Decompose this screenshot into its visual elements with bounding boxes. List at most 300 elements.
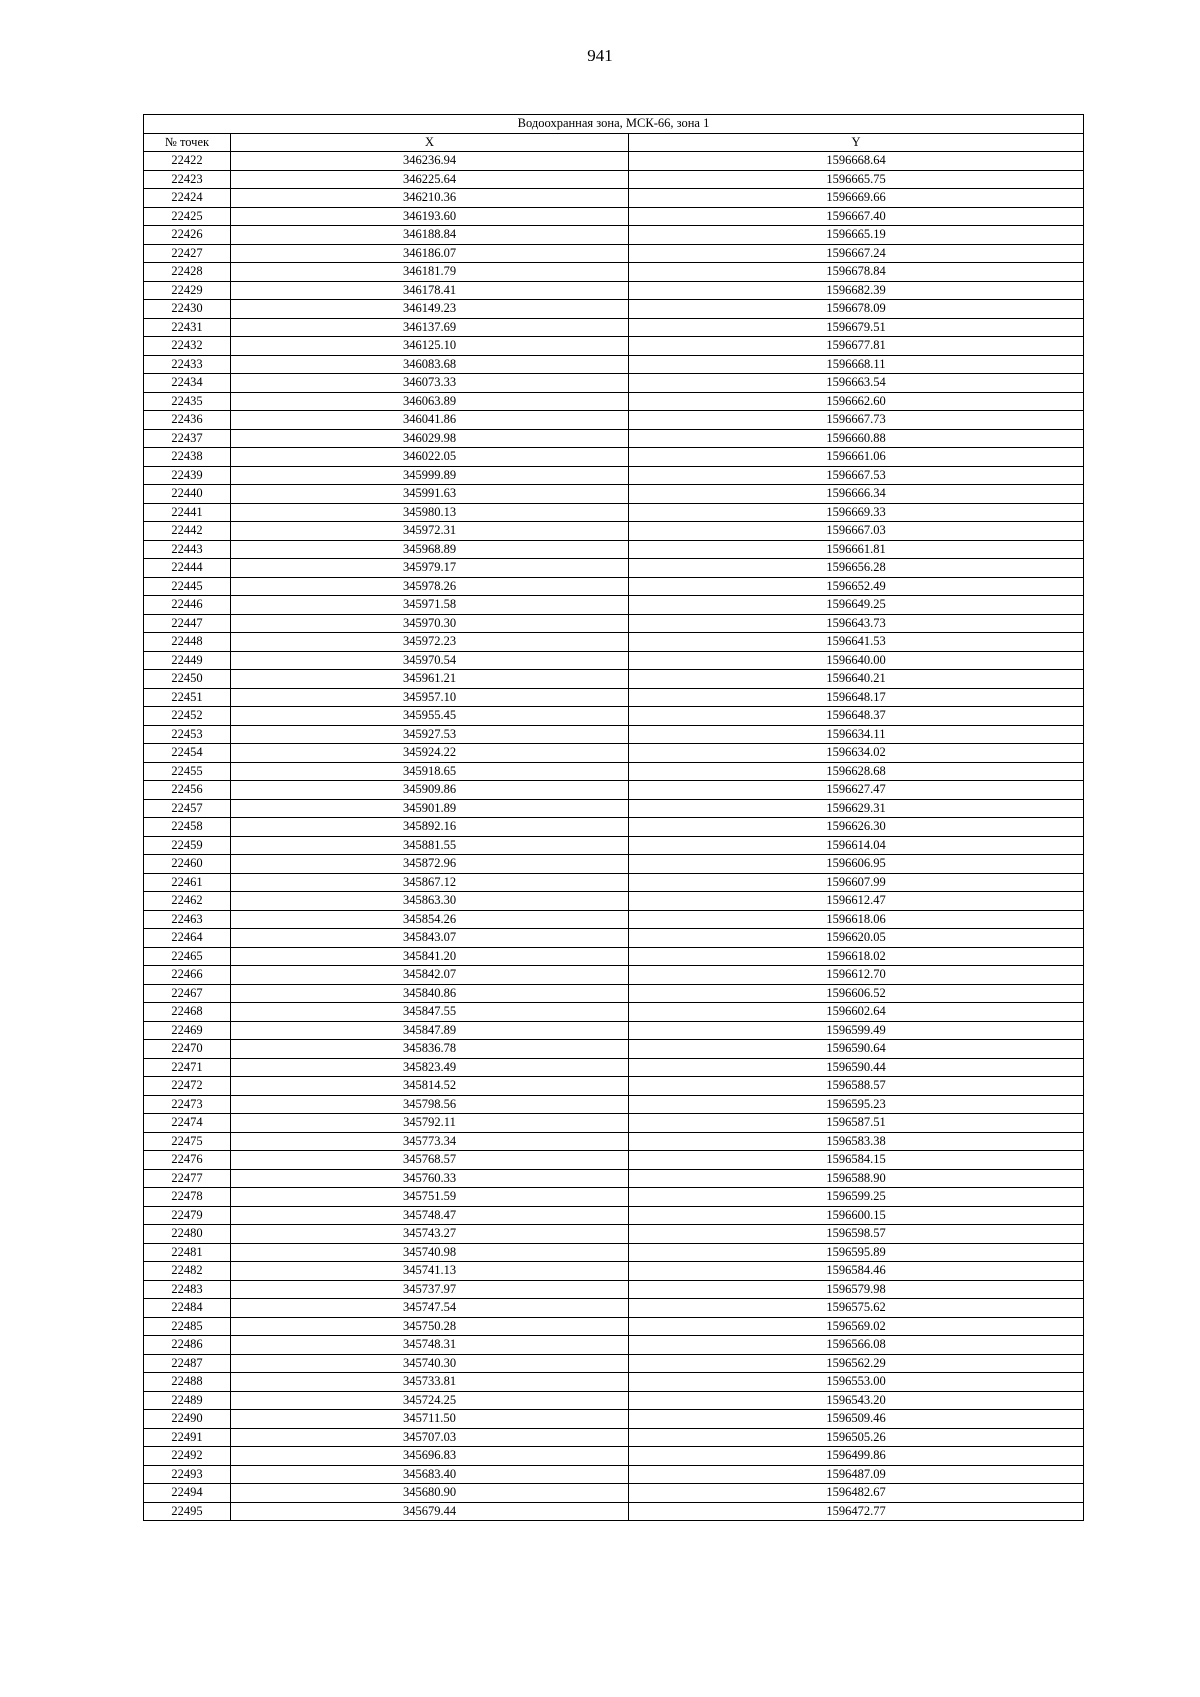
table-row: [144, 1003, 1084, 1022]
table-row: [144, 1077, 1084, 1096]
table-row: [144, 411, 1084, 430]
point-number-cell: 22443: [144, 540, 231, 559]
y-cell: 1596634.11: [629, 725, 1084, 744]
point-number-cell: 22463: [144, 910, 231, 929]
point-number-cell: 22427: [144, 244, 231, 263]
table-row: [144, 503, 1084, 522]
point-number-cell: 22495: [144, 1502, 231, 1521]
table-row: [144, 614, 1084, 633]
y-cell: 1596649.25: [629, 596, 1084, 615]
point-number-cell: 22423: [144, 170, 231, 189]
x-cell: 345957.10: [231, 688, 629, 707]
x-cell: 345743.27: [231, 1225, 629, 1244]
header-point-number: № точек: [144, 133, 231, 152]
y-cell: 1596667.73: [629, 411, 1084, 430]
x-cell: 345836.78: [231, 1040, 629, 1059]
x-cell: 345748.31: [231, 1336, 629, 1355]
y-cell: 1596668.64: [629, 152, 1084, 171]
y-cell: 1596666.34: [629, 485, 1084, 504]
x-cell: 346210.36: [231, 189, 629, 208]
x-cell: 345970.54: [231, 651, 629, 670]
point-number-cell: 22455: [144, 762, 231, 781]
x-cell: 345768.57: [231, 1151, 629, 1170]
table-row: [144, 374, 1084, 393]
x-cell: 345999.89: [231, 466, 629, 485]
point-number-cell: 22480: [144, 1225, 231, 1244]
x-cell: 345979.17: [231, 559, 629, 578]
x-cell: 345872.96: [231, 855, 629, 874]
table-title-row: [144, 115, 1084, 134]
table-row: [144, 1095, 1084, 1114]
point-number-cell: 22437: [144, 429, 231, 448]
x-cell: 345854.26: [231, 910, 629, 929]
table-row: [144, 281, 1084, 300]
table-row: [144, 762, 1084, 781]
table-row: [144, 466, 1084, 485]
y-cell: 1596543.20: [629, 1391, 1084, 1410]
table-row: [144, 725, 1084, 744]
point-number-cell: 22440: [144, 485, 231, 504]
y-cell: 1596668.11: [629, 355, 1084, 374]
x-cell: 345867.12: [231, 873, 629, 892]
x-cell: 345798.56: [231, 1095, 629, 1114]
y-cell: 1596662.60: [629, 392, 1084, 411]
x-cell: 346022.05: [231, 448, 629, 467]
point-number-cell: 22462: [144, 892, 231, 911]
point-number-cell: 22458: [144, 818, 231, 837]
y-cell: 1596656.28: [629, 559, 1084, 578]
x-cell: 345881.55: [231, 836, 629, 855]
table-row: [144, 1465, 1084, 1484]
y-cell: 1596629.31: [629, 799, 1084, 818]
x-cell: 345747.54: [231, 1299, 629, 1318]
x-cell: 345840.86: [231, 984, 629, 1003]
y-cell: 1596669.66: [629, 189, 1084, 208]
table-row: [144, 633, 1084, 652]
x-cell: 345750.28: [231, 1317, 629, 1336]
table-row: [144, 485, 1084, 504]
table-row: [144, 170, 1084, 189]
table-row: [144, 984, 1084, 1003]
y-cell: 1596607.99: [629, 873, 1084, 892]
y-cell: 1596602.64: [629, 1003, 1084, 1022]
table-row: [144, 1299, 1084, 1318]
table-row: [144, 873, 1084, 892]
point-number-cell: 22464: [144, 929, 231, 948]
table-row: [144, 966, 1084, 985]
point-number-cell: 22434: [144, 374, 231, 393]
table-row: [144, 300, 1084, 319]
point-number-cell: 22494: [144, 1484, 231, 1503]
y-cell: 1596663.54: [629, 374, 1084, 393]
point-number-cell: 22487: [144, 1354, 231, 1373]
table-row: [144, 1151, 1084, 1170]
table-row: [144, 596, 1084, 615]
x-cell: 345863.30: [231, 892, 629, 911]
point-number-cell: 22474: [144, 1114, 231, 1133]
y-cell: 1596665.75: [629, 170, 1084, 189]
y-cell: 1596599.49: [629, 1021, 1084, 1040]
point-number-cell: 22445: [144, 577, 231, 596]
table-row: [144, 910, 1084, 929]
x-cell: 346083.68: [231, 355, 629, 374]
y-cell: 1596618.02: [629, 947, 1084, 966]
x-cell: 345724.25: [231, 1391, 629, 1410]
y-cell: 1596667.53: [629, 466, 1084, 485]
y-cell: 1596660.88: [629, 429, 1084, 448]
point-number-cell: 22481: [144, 1243, 231, 1262]
y-cell: 1596620.05: [629, 929, 1084, 948]
y-cell: 1596482.67: [629, 1484, 1084, 1503]
y-cell: 1596678.84: [629, 263, 1084, 282]
table-row: [144, 1114, 1084, 1133]
x-cell: 345955.45: [231, 707, 629, 726]
table-row: [144, 929, 1084, 948]
table-row: [144, 1502, 1084, 1521]
point-number-cell: 22459: [144, 836, 231, 855]
point-number-cell: 22479: [144, 1206, 231, 1225]
y-cell: 1596648.37: [629, 707, 1084, 726]
table-row: [144, 226, 1084, 245]
point-number-cell: 22431: [144, 318, 231, 337]
y-cell: 1596661.06: [629, 448, 1084, 467]
table-row: [144, 1058, 1084, 1077]
y-cell: 1596595.89: [629, 1243, 1084, 1262]
table-row: [144, 522, 1084, 541]
table-row: [144, 429, 1084, 448]
table-row: [144, 707, 1084, 726]
x-cell: 346181.79: [231, 263, 629, 282]
table-row: [144, 1336, 1084, 1355]
x-cell: 345909.86: [231, 781, 629, 800]
x-cell: 345792.11: [231, 1114, 629, 1133]
point-number-cell: 22425: [144, 207, 231, 226]
x-cell: 345970.30: [231, 614, 629, 633]
point-number-cell: 22430: [144, 300, 231, 319]
table-row: [144, 337, 1084, 356]
x-cell: 345968.89: [231, 540, 629, 559]
y-cell: 1596614.04: [629, 836, 1084, 855]
y-cell: 1596588.90: [629, 1169, 1084, 1188]
table-row: [144, 1225, 1084, 1244]
x-cell: 345901.89: [231, 799, 629, 818]
x-cell: 345748.47: [231, 1206, 629, 1225]
x-cell: 345918.65: [231, 762, 629, 781]
table-row: [144, 1280, 1084, 1299]
x-cell: 345847.89: [231, 1021, 629, 1040]
table-row: [144, 651, 1084, 670]
x-cell: 346178.41: [231, 281, 629, 300]
y-cell: 1596682.39: [629, 281, 1084, 300]
x-cell: 345760.33: [231, 1169, 629, 1188]
table-row: [144, 818, 1084, 837]
table-row: [144, 1354, 1084, 1373]
table-row: [144, 855, 1084, 874]
table-row: [144, 670, 1084, 689]
x-cell: 345751.59: [231, 1188, 629, 1207]
point-number-cell: 22482: [144, 1262, 231, 1281]
x-cell: 346063.89: [231, 392, 629, 411]
y-cell: 1596587.51: [629, 1114, 1084, 1133]
x-cell: 345737.97: [231, 1280, 629, 1299]
point-number-cell: 22424: [144, 189, 231, 208]
header-x: X: [231, 133, 629, 152]
table-row: [144, 263, 1084, 282]
y-cell: 1596665.19: [629, 226, 1084, 245]
point-number-cell: 22476: [144, 1151, 231, 1170]
point-number-cell: 22491: [144, 1428, 231, 1447]
y-cell: 1596667.24: [629, 244, 1084, 263]
point-number-cell: 22468: [144, 1003, 231, 1022]
table-row: [144, 392, 1084, 411]
table-row: [144, 799, 1084, 818]
point-number-cell: 22442: [144, 522, 231, 541]
x-cell: 345696.83: [231, 1447, 629, 1466]
point-number-cell: 22470: [144, 1040, 231, 1059]
table-row: [144, 1391, 1084, 1410]
point-number-cell: 22451: [144, 688, 231, 707]
point-number-cell: 22466: [144, 966, 231, 985]
x-cell: 345978.26: [231, 577, 629, 596]
x-cell: 345980.13: [231, 503, 629, 522]
point-number-cell: 22488: [144, 1373, 231, 1392]
y-cell: 1596648.17: [629, 688, 1084, 707]
table-row: [144, 559, 1084, 578]
point-number-cell: 22422: [144, 152, 231, 171]
point-number-cell: 22441: [144, 503, 231, 522]
x-cell: 345707.03: [231, 1428, 629, 1447]
y-cell: 1596599.25: [629, 1188, 1084, 1207]
x-cell: 345814.52: [231, 1077, 629, 1096]
x-cell: 345679.44: [231, 1502, 629, 1521]
y-cell: 1596667.03: [629, 522, 1084, 541]
table-row: [144, 836, 1084, 855]
point-number-cell: 22478: [144, 1188, 231, 1207]
point-number-cell: 22485: [144, 1317, 231, 1336]
table-row: [144, 1484, 1084, 1503]
y-cell: 1596583.38: [629, 1132, 1084, 1151]
point-number-cell: 22450: [144, 670, 231, 689]
x-cell: 345843.07: [231, 929, 629, 948]
header-y: Y: [629, 133, 1084, 152]
table-title: Водоохранная зона, МСК-66, зона 1: [144, 115, 1084, 134]
table-row: [144, 189, 1084, 208]
y-cell: 1596661.81: [629, 540, 1084, 559]
table-row: [144, 355, 1084, 374]
x-cell: 345924.22: [231, 744, 629, 763]
x-cell: 345740.98: [231, 1243, 629, 1262]
point-number-cell: 22457: [144, 799, 231, 818]
table-row: [144, 1040, 1084, 1059]
table-row: [144, 448, 1084, 467]
point-number-cell: 22469: [144, 1021, 231, 1040]
x-cell: 345842.07: [231, 966, 629, 985]
x-cell: 345991.63: [231, 485, 629, 504]
x-cell: 345733.81: [231, 1373, 629, 1392]
table-header-row: [144, 133, 1084, 152]
table-row: [144, 1206, 1084, 1225]
y-cell: 1596590.44: [629, 1058, 1084, 1077]
y-cell: 1596678.09: [629, 300, 1084, 319]
x-cell: 345972.31: [231, 522, 629, 541]
point-number-cell: 22483: [144, 1280, 231, 1299]
table-row: [144, 207, 1084, 226]
x-cell: 346041.86: [231, 411, 629, 430]
point-number-cell: 22452: [144, 707, 231, 726]
point-number-cell: 22486: [144, 1336, 231, 1355]
x-cell: 345892.16: [231, 818, 629, 837]
table-row: [144, 1428, 1084, 1447]
point-number-cell: 22446: [144, 596, 231, 615]
point-number-cell: 22473: [144, 1095, 231, 1114]
x-cell: 345847.55: [231, 1003, 629, 1022]
x-cell: 345711.50: [231, 1410, 629, 1429]
x-cell: 346137.69: [231, 318, 629, 337]
y-cell: 1596618.06: [629, 910, 1084, 929]
point-number-cell: 22429: [144, 281, 231, 300]
y-cell: 1596652.49: [629, 577, 1084, 596]
x-cell: 345927.53: [231, 725, 629, 744]
page-number: 941: [587, 46, 613, 65]
x-cell: 345823.49: [231, 1058, 629, 1077]
x-cell: 345961.21: [231, 670, 629, 689]
x-cell: 345971.58: [231, 596, 629, 615]
y-cell: 1596584.46: [629, 1262, 1084, 1281]
y-cell: 1596669.33: [629, 503, 1084, 522]
y-cell: 1596472.77: [629, 1502, 1084, 1521]
table-row: [144, 781, 1084, 800]
point-number-cell: 22433: [144, 355, 231, 374]
x-cell: 345680.90: [231, 1484, 629, 1503]
y-cell: 1596499.86: [629, 1447, 1084, 1466]
y-cell: 1596634.02: [629, 744, 1084, 763]
point-number-cell: 22436: [144, 411, 231, 430]
table-row: [144, 1169, 1084, 1188]
point-number-cell: 22444: [144, 559, 231, 578]
y-cell: 1596584.15: [629, 1151, 1084, 1170]
table-row: [144, 152, 1084, 171]
x-cell: 345773.34: [231, 1132, 629, 1151]
point-number-cell: 22492: [144, 1447, 231, 1466]
table-row: [144, 744, 1084, 763]
point-number-cell: 22460: [144, 855, 231, 874]
point-number-cell: 22484: [144, 1299, 231, 1318]
point-number-cell: 22435: [144, 392, 231, 411]
y-cell: 1596600.15: [629, 1206, 1084, 1225]
x-cell: 346225.64: [231, 170, 629, 189]
coordinates-table: [143, 114, 1084, 1521]
table-row: [144, 1132, 1084, 1151]
y-cell: 1596641.53: [629, 633, 1084, 652]
y-cell: 1596612.70: [629, 966, 1084, 985]
x-cell: 346073.33: [231, 374, 629, 393]
table-row: [144, 1262, 1084, 1281]
y-cell: 1596677.81: [629, 337, 1084, 356]
x-cell: 346029.98: [231, 429, 629, 448]
y-cell: 1596569.02: [629, 1317, 1084, 1336]
x-cell: 345841.20: [231, 947, 629, 966]
x-cell: 345683.40: [231, 1465, 629, 1484]
table-row: [144, 244, 1084, 263]
y-cell: 1596626.30: [629, 818, 1084, 837]
point-number-cell: 22475: [144, 1132, 231, 1151]
table-row: [144, 1021, 1084, 1040]
y-cell: 1596553.00: [629, 1373, 1084, 1392]
point-number-cell: 22471: [144, 1058, 231, 1077]
y-cell: 1596509.46: [629, 1410, 1084, 1429]
table-row: [144, 1373, 1084, 1392]
x-cell: 346188.84: [231, 226, 629, 245]
table-row: [144, 1317, 1084, 1336]
point-number-cell: 22454: [144, 744, 231, 763]
point-number-cell: 22426: [144, 226, 231, 245]
x-cell: 346193.60: [231, 207, 629, 226]
point-number-cell: 22439: [144, 466, 231, 485]
table-row: [144, 1188, 1084, 1207]
x-cell: 346236.94: [231, 152, 629, 171]
point-number-cell: 22465: [144, 947, 231, 966]
y-cell: 1596579.98: [629, 1280, 1084, 1299]
point-number-cell: 22453: [144, 725, 231, 744]
y-cell: 1596640.00: [629, 651, 1084, 670]
point-number-cell: 22448: [144, 633, 231, 652]
x-cell: 345740.30: [231, 1354, 629, 1373]
y-cell: 1596575.62: [629, 1299, 1084, 1318]
y-cell: 1596566.08: [629, 1336, 1084, 1355]
y-cell: 1596679.51: [629, 318, 1084, 337]
table-row: [144, 892, 1084, 911]
table-row: [144, 318, 1084, 337]
y-cell: 1596590.64: [629, 1040, 1084, 1059]
x-cell: 346125.10: [231, 337, 629, 356]
y-cell: 1596643.73: [629, 614, 1084, 633]
point-number-cell: 22438: [144, 448, 231, 467]
y-cell: 1596598.57: [629, 1225, 1084, 1244]
y-cell: 1596606.95: [629, 855, 1084, 874]
point-number-cell: 22428: [144, 263, 231, 282]
point-number-cell: 22467: [144, 984, 231, 1003]
y-cell: 1596628.68: [629, 762, 1084, 781]
point-number-cell: 22493: [144, 1465, 231, 1484]
y-cell: 1596562.29: [629, 1354, 1084, 1373]
point-number-cell: 22449: [144, 651, 231, 670]
point-number-cell: 22477: [144, 1169, 231, 1188]
point-number-cell: 22461: [144, 873, 231, 892]
point-number-cell: 22432: [144, 337, 231, 356]
point-number-cell: 22447: [144, 614, 231, 633]
y-cell: 1596612.47: [629, 892, 1084, 911]
point-number-cell: 22490: [144, 1410, 231, 1429]
y-cell: 1596487.09: [629, 1465, 1084, 1484]
table-row: [144, 540, 1084, 559]
point-number-cell: 22489: [144, 1391, 231, 1410]
table-body: [144, 152, 1084, 1521]
y-cell: 1596640.21: [629, 670, 1084, 689]
table-row: [144, 1447, 1084, 1466]
y-cell: 1596667.40: [629, 207, 1084, 226]
y-cell: 1596505.26: [629, 1428, 1084, 1447]
point-number-cell: 22456: [144, 781, 231, 800]
table-row: [144, 947, 1084, 966]
x-cell: 345741.13: [231, 1262, 629, 1281]
table-row: [144, 1243, 1084, 1262]
table-row: [144, 1410, 1084, 1429]
point-number-cell: 22472: [144, 1077, 231, 1096]
y-cell: 1596595.23: [629, 1095, 1084, 1114]
y-cell: 1596627.47: [629, 781, 1084, 800]
x-cell: 346186.07: [231, 244, 629, 263]
table-row: [144, 688, 1084, 707]
